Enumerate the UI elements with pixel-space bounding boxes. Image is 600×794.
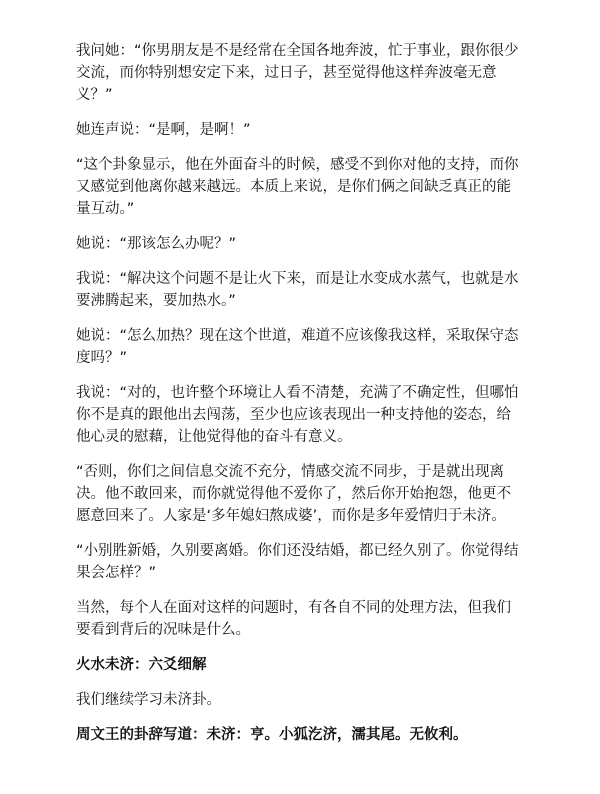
paragraph-otherwise: “否则，你们之间信息交流不充分，情感交流不同步，于是就出现离决。他不敢回来，而你就觉得他不爱你了，然后你开始抱怨，他更不愿意回来了。人家是‘多年媳妇熬成婆’，而你是多年爱情归于未济。 (76, 464, 511, 524)
paragraph-support: 我说：“对的，也许整个环境让人看不清楚，充满了不确定性，但哪怕你不是真的跟他出去闯荡，至少也应该表现出一种支持他的姿态，给他心灵的慰藉，让他觉得他的奋斗有意义。 (76, 385, 519, 445)
paragraph-hexagram-meaning: “这个卦象显示，他在外面奋斗的时候，感受不到你对他的支持，而你又感觉到他离你越来越远。本质上来说，是你们俩之间缺乏真正的能量互动。” (76, 157, 519, 217)
judgment-text: 周文王的卦辞写道：未济：亨。小狐汔济，濡其尾。无攸利。 (76, 727, 468, 743)
paragraph-question: 我问她：“你男朋友是不是经常在全国各地奔波，忙于事业，跟你很少交流，而你特别想安定下来，过日子，甚至觉得他这样奔波毫无意义？” (76, 43, 519, 103)
paragraph-reply-yes: 她连声说：“是啊，是啊！” (76, 122, 251, 138)
paragraph-intro: 我们继续学习未济卦。 (76, 692, 221, 708)
paragraph-what-to-do: 她说：“那该怎么办呢？” (76, 236, 237, 252)
paragraph-conclusion: 当然，每个人在面对这样的问题时，有各自不同的处理方法，但我们要看到背后的况味是什么。 (76, 600, 511, 638)
paragraph-heat-water: 我说：“解决这个问题不是让火下来，而是让水变成水蒸气，也就是水要沸腾起来，要加热水。” (76, 271, 519, 309)
paragraph-long-separation: “小别胜新婚，久别要离婚。你们还没结婚，都已经久别了。你觉得结果会怎样？” (76, 543, 519, 581)
paragraph-how-to-heat: 她说：“怎么加热？现在这个世道，难道不应该像我这样，采取保守态度吗？” (76, 328, 519, 366)
section-heading: 火水未济：六爻细解 (76, 657, 207, 673)
